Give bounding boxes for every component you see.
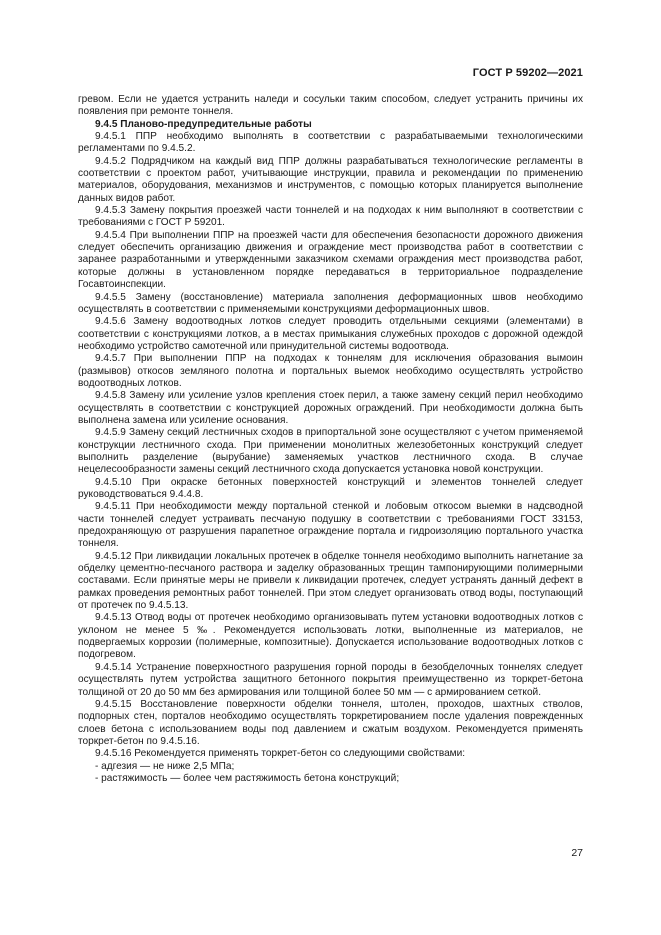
paragraph-9-4-5-16: 9.4.5.16 Рекомендуется применять торкрет-бетон со следующими свойствами: <box>95 748 466 760</box>
paragraph-9-4-5-8: 9.4.5.8 Замену или усиление узлов крепления стоек перил, а также замену секций перил необходимо осуществлять в соответствии с конструкцией дорожных ограждений. При необходимости должна быть выполнена замена или усиление основания. <box>78 390 583 426</box>
paragraph-9-4-5-6: 9.4.5.6 Замену водоотводных лотков следует проводить отдельными секциями (элементами) в соответствии с конструкциями лотков, а в местах примыкания служебных проходов с дорожной одеждой необходимо устройство самотечной или принудительной системы водоотвода. <box>78 316 583 352</box>
paragraph-9-4-5-5: 9.4.5.5 Замену (восстановление) материала заполнения деформационных швов необходимо осуществлять в соответствии с применяемыми конструкциями деформационных швов. <box>78 291 583 315</box>
paragraph-9-4-5-11: 9.4.5.11 При необходимости между портальной стенкой и лобовым откосом выемки в надсводной части тоннелей следует устраивать песчаную подушку в соответствии с требованиями ГОСТ 33153, предохраняющую от разрушения парапетное ограждение портала и гидроизоляцию портального участка тоннеля. <box>78 501 583 550</box>
paragraph-continuation: гревом. Если не удается устранить наледи и сосульки таким способом, следует устранить причины их появления при ремонте тоннеля. <box>78 94 583 118</box>
paragraph-9-4-5-12: 9.4.5.12 При ликвидации локальных протечек в обделке тоннеля необходимо выполнить нагнетание за обделку цементно-песчаного раствора и заделку образованных трещин тампонирующими полимерными составами. Если принятые меры не привели к ликвидации протечек, следует устранять данный дефект в рамках проведения ремонтных работ тоннелей. При этом следует организовать отвод воды, поступающий от протечек по 9.4.5.13. <box>78 550 583 612</box>
paragraph-9-4-5-3: 9.4.5.3 Замену покрытия проезжей части тоннелей и на подходах к ним выполняют в соответствии с требованиями с ГОСТ Р 59201. <box>78 205 583 229</box>
paragraph-9-4-5-2: 9.4.5.2 Подрядчиком на каждый вид ППР должны разрабатываться технологические регламенты в соответствии с проектом работ, учитывающие инструкции, правила и рекомендации по применению материалов, оборудования, механизмов и инструментов, с помощью которых планируется выполнение данных видов работ. <box>78 155 583 204</box>
paragraph-9-4-5-9: 9.4.5.9 Замену секций лестничных сходов в припортальной зоне осуществляют с учетом применяемой конструкции лестничного схода. При применении монолитных железобетонных конструкций следует выполнить разделение (вырубание) заменяемых участков лестничного схода. В случае нецелесообразности замены секций лестничного схода допускается установка новой конструкции. <box>78 427 583 476</box>
paragraph-9-4-5-10: 9.4.5.10 При окраске бетонных поверхностей конструкций и элементов тоннелей следует руководствоваться 9.4.4.8. <box>78 476 583 500</box>
paragraph-9-4-5-14: 9.4.5.14 Устранение поверхностного разрушения горной породы в безобделочных тоннелях следует осуществлять путем устройства защитного бетонного покрытия преимущественно из торкрет-бетона толщиной от 20 до 50 мм без армирования или толщиной более 50 мм — с армированием сеткой. <box>78 661 583 698</box>
list-item: - адгезия — не ниже 2,5 МПа; <box>95 760 235 772</box>
page-number: 27 <box>571 847 583 859</box>
document-code-header: ГОСТ Р 59202—2021 <box>472 67 583 79</box>
list-item: - растяжимость — более чем растяжимость бетона конструкций; <box>95 772 400 784</box>
section-heading: 9.4.5 Планово-предупредительные работы <box>95 118 312 130</box>
document-body <box>78 94 583 785</box>
paragraph-9-4-5-1: 9.4.5.1 ППР необходимо выполнять в соответствии с разрабатываемыми технологическими регламентами по 9.4.5.2. <box>78 131 583 155</box>
paragraph-9-4-5-15: 9.4.5.15 Восстановление поверхности обделки тоннеля, штолен, проходов, шахтных стволов, подпорных стен, порталов необходимо осуществлять торкретированием после удаления поврежденных слоев бетона с использованием воды под давлением и сжатым воздухом. Рекомендуется применять торкрет-бетон по 9.4.5.16. <box>78 698 583 747</box>
paragraph-9-4-5-13: 9.4.5.13 Отвод воды от протечек необходимо организовывать путем установки водоотводных лотков с уклоном не менее 5 ‰. Рекомендуется использовать лотки, выполненные из материалов, не подвергаемых коррозии (полимерные, композитные). Допускается использование водоотводных лотков с подогревом. <box>78 612 583 661</box>
paragraph-9-4-5-4: 9.4.5.4 При выполнении ППР на проезжей части для обеспечения безопасности дорожного движения следует обеспечить организацию движения и ограждение мест производства работ в соответствии с заранее разработанными и утвержденными заказчиком схемами ограждения мест производства работ, которые должны в установленном порядке передаваться в территориальное подразделение Госавтоинспекции. <box>78 229 583 291</box>
paragraph-9-4-5-7: 9.4.5.7 При выполнении ППР на подходах к тоннелям для исключения образования вымоин (размывов) откосов земляного полотна и портальных выемок необходимо осуществлять устройство водоотводных лотков. <box>78 353 583 389</box>
